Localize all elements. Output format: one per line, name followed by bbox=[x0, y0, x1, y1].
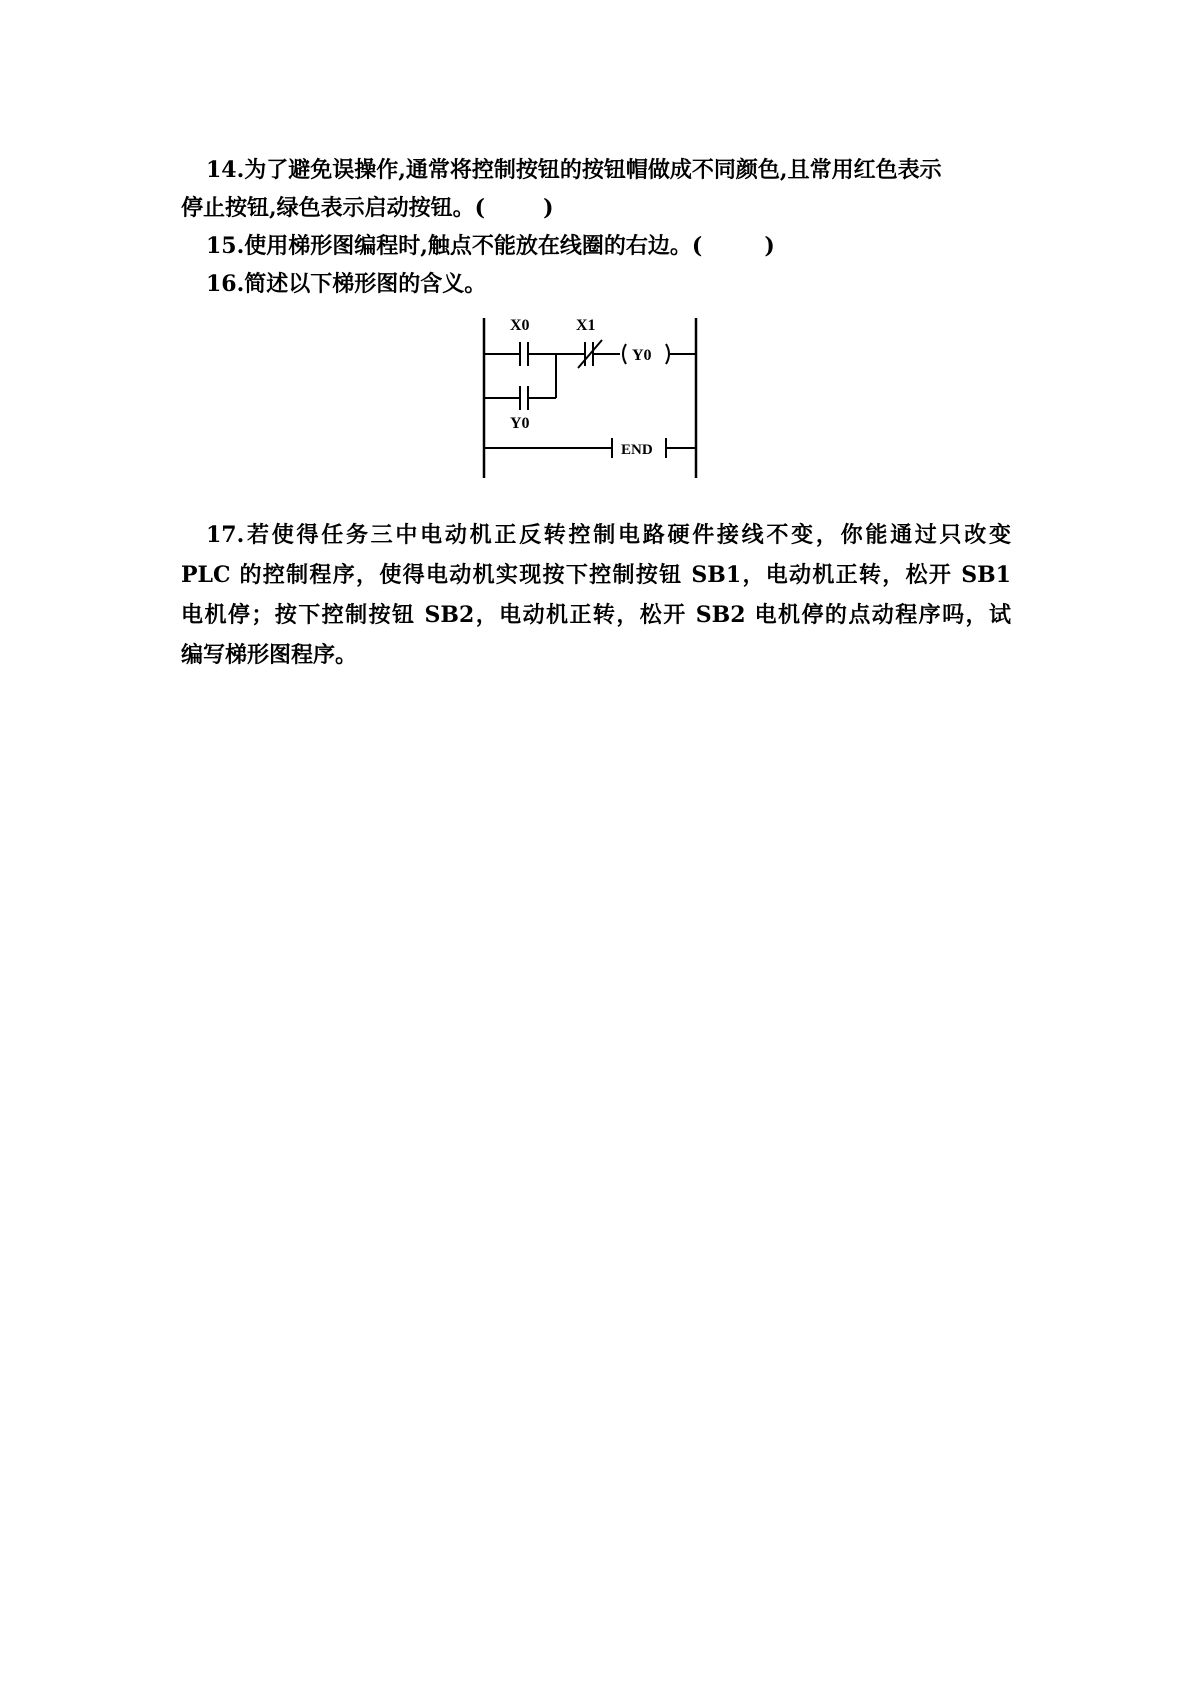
question-14-text-2: 停止按钮,绿色表示启动按钮。( bbox=[181, 195, 486, 221]
contact-y0-label: Y0 bbox=[510, 415, 530, 432]
coil-y0-label: Y0 bbox=[632, 347, 652, 364]
ladder-diagram bbox=[470, 310, 710, 488]
question-14-line-1 bbox=[206, 155, 1011, 185]
question-17-line-2 bbox=[181, 560, 1011, 590]
question-16-text: 16.简述以下梯形图的含义。 bbox=[206, 271, 487, 297]
ladder-diagram-svg bbox=[470, 310, 710, 488]
contact-y0-symbol bbox=[520, 386, 528, 410]
contact-x1-label: X1 bbox=[576, 317, 596, 334]
contact-x0-symbol bbox=[520, 342, 528, 366]
end-instruction-label: END bbox=[621, 442, 653, 458]
question-15-close-paren: ) bbox=[764, 233, 775, 259]
question-14-text-1: 14.为了避免误操作,通常将控制按钮的按钮帽做成不同颜色,且常用红色表示 bbox=[206, 157, 942, 183]
question-15-text: 15.使用梯形图编程时,触点不能放在线圈的右边。( bbox=[206, 233, 703, 259]
question-14-line-2 bbox=[181, 193, 1011, 223]
question-17-text-3: 电机停；按下控制按钮 SB2，电动机正转，松开 SB2 电机停的点动程序吗，试 bbox=[181, 602, 1011, 628]
question-17-line-3 bbox=[181, 600, 1011, 630]
question-15 bbox=[206, 231, 1036, 261]
question-17-line-1 bbox=[206, 520, 1011, 550]
question-17-line-4 bbox=[181, 640, 1011, 670]
contact-x0-label: X0 bbox=[510, 317, 530, 334]
question-17-text-4: 编写梯形图程序。 bbox=[181, 642, 358, 668]
question-16 bbox=[206, 269, 1036, 299]
question-17-text-1: 17.若使得任务三中电动机正反转控制电路硬件接线不变，你能通过只改变 bbox=[206, 522, 1011, 548]
question-17-text-2: PLC 的控制程序，使得电动机实现按下控制按钮 SB1，电动机正转，松开 SB1 bbox=[181, 562, 1011, 588]
question-14-close-paren: ) bbox=[543, 195, 554, 221]
